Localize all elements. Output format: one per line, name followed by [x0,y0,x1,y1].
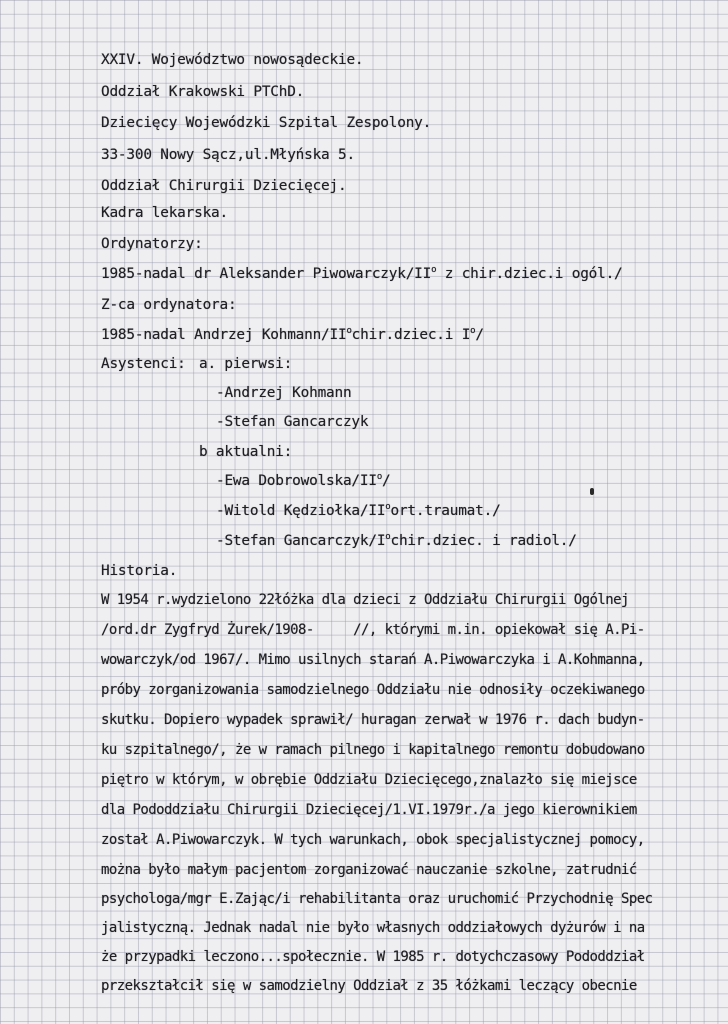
history-line: skutku. Dopiero wypadek sprawił/ huragan zerwał w 1976 r. dach budyn- [101,712,645,728]
history-line: /ord.dr Zygfryd Żurek/1908- //, którymi m.in. opiekował się A.Pi- [101,622,645,638]
assistant-specialty: chir.dziec. i radiol./ [390,533,577,549]
region-heading: XXIV. Województwo nowosądeckie. [101,52,364,68]
degree-mark: o [346,326,352,336]
department-name: Oddział Chirurgii Dziecięcej. [101,178,347,194]
history-line: psychologa/mgr E.Zając/i rehabilitanta oraz uruchomić Przychodnię Spec [101,891,653,907]
hospital-address: 33-300 Nowy Sącz,ul.Młyńska 5. [101,147,355,163]
assistant-specialty: / [382,473,391,489]
assistant-name: -Witold Kędziołka/II [216,503,386,519]
assistant-first-2: -Stefan Gancarczyk [216,414,369,430]
assistant-current-1 [216,473,391,489]
degree-mark: o [470,326,476,336]
deputy-entry-specialty: chir.dziec.i I [351,327,471,343]
deputy-entry-text: 1985-nadal Andrzej Kohmann/II [101,327,347,343]
head-entry [101,266,623,282]
assistant-current-3 [216,533,577,549]
assistant-current-2 [216,503,501,519]
assistants-first-label: a. pierwsi: [199,356,293,372]
hospital-name: Dziecięcy Wojewódzki Szpital Zespolony. [101,115,432,131]
head-entry-specialty: z chir.dziec.i ogól./ [436,266,623,282]
history-line: próby zorganizowania samodzielnego Oddziału nie odnosiły oczekiwanego [101,682,645,698]
history-line: został A.Piwowarczyk. W tych warunkach, obok specjalistycznej pomocy, [101,832,645,848]
heads-label: Ordynatorzy: [101,236,203,252]
history-heading: Historia. [101,563,178,579]
deputy-label: Z-ca ordynatora: [101,297,237,313]
assistant-name: -Ewa Dobrowolska/II [216,473,377,489]
branch-heading: Oddział Krakowski PTChD. [101,84,305,100]
degree-mark: o [385,502,391,512]
deputy-entry-tail: / [475,327,484,343]
assistant-first-1: -Andrzej Kohmann [216,385,352,401]
assistant-name: -Stefan Gancarczyk/I [216,533,386,549]
staff-heading: Kadra lekarska. [101,205,228,221]
ink-spot [590,488,594,495]
history-line: że przypadki leczono...społecznie. W 1985 r. dotychczasowy Pododdział [101,949,645,965]
head-entry-text: 1985-nadal dr Aleksander Piwowarczyk/II [101,266,432,282]
history-line: dla Pododdziału Chirurgii Dziecięcej/1.VI.1979r./a jego kierownikiem [101,802,637,818]
assistants-label: Asystenci: [101,356,186,372]
degree-mark: o [431,265,437,275]
assistant-specialty: ort.traumat./ [390,503,501,519]
history-line: można było małym pacjentom zorganizować nauczanie szkolne, zatrudnić [101,862,637,878]
history-line: wowarczyk/od 1967/. Mimo usilnych starań A.Piwowarczyka i A.Kohmanna, [101,652,645,668]
assistants-current-label: b aktualni: [199,444,293,460]
history-line: ku szpitalnego/, że w ramach pilnego i kapitalnego remontu dobudowano [101,742,645,758]
history-line: W 1954 r.wydzielono 22łóżka dla dzieci z Oddziału Chirurgii Ogólnej [101,592,629,608]
history-line: jalistyczną. Jednak nadal nie było własnych oddziałowych dyżurów i na [101,920,645,936]
history-line: przekształcił się w samodzielny Oddział z 35 łóżkami leczący obecnie [101,978,637,994]
degree-mark: o [376,472,383,482]
history-line: piętro w którym, w obrębie Oddziału Dziecięcego,znalazło się miejsce [101,772,637,788]
deputy-entry [101,327,484,343]
degree-mark: o [385,532,391,542]
